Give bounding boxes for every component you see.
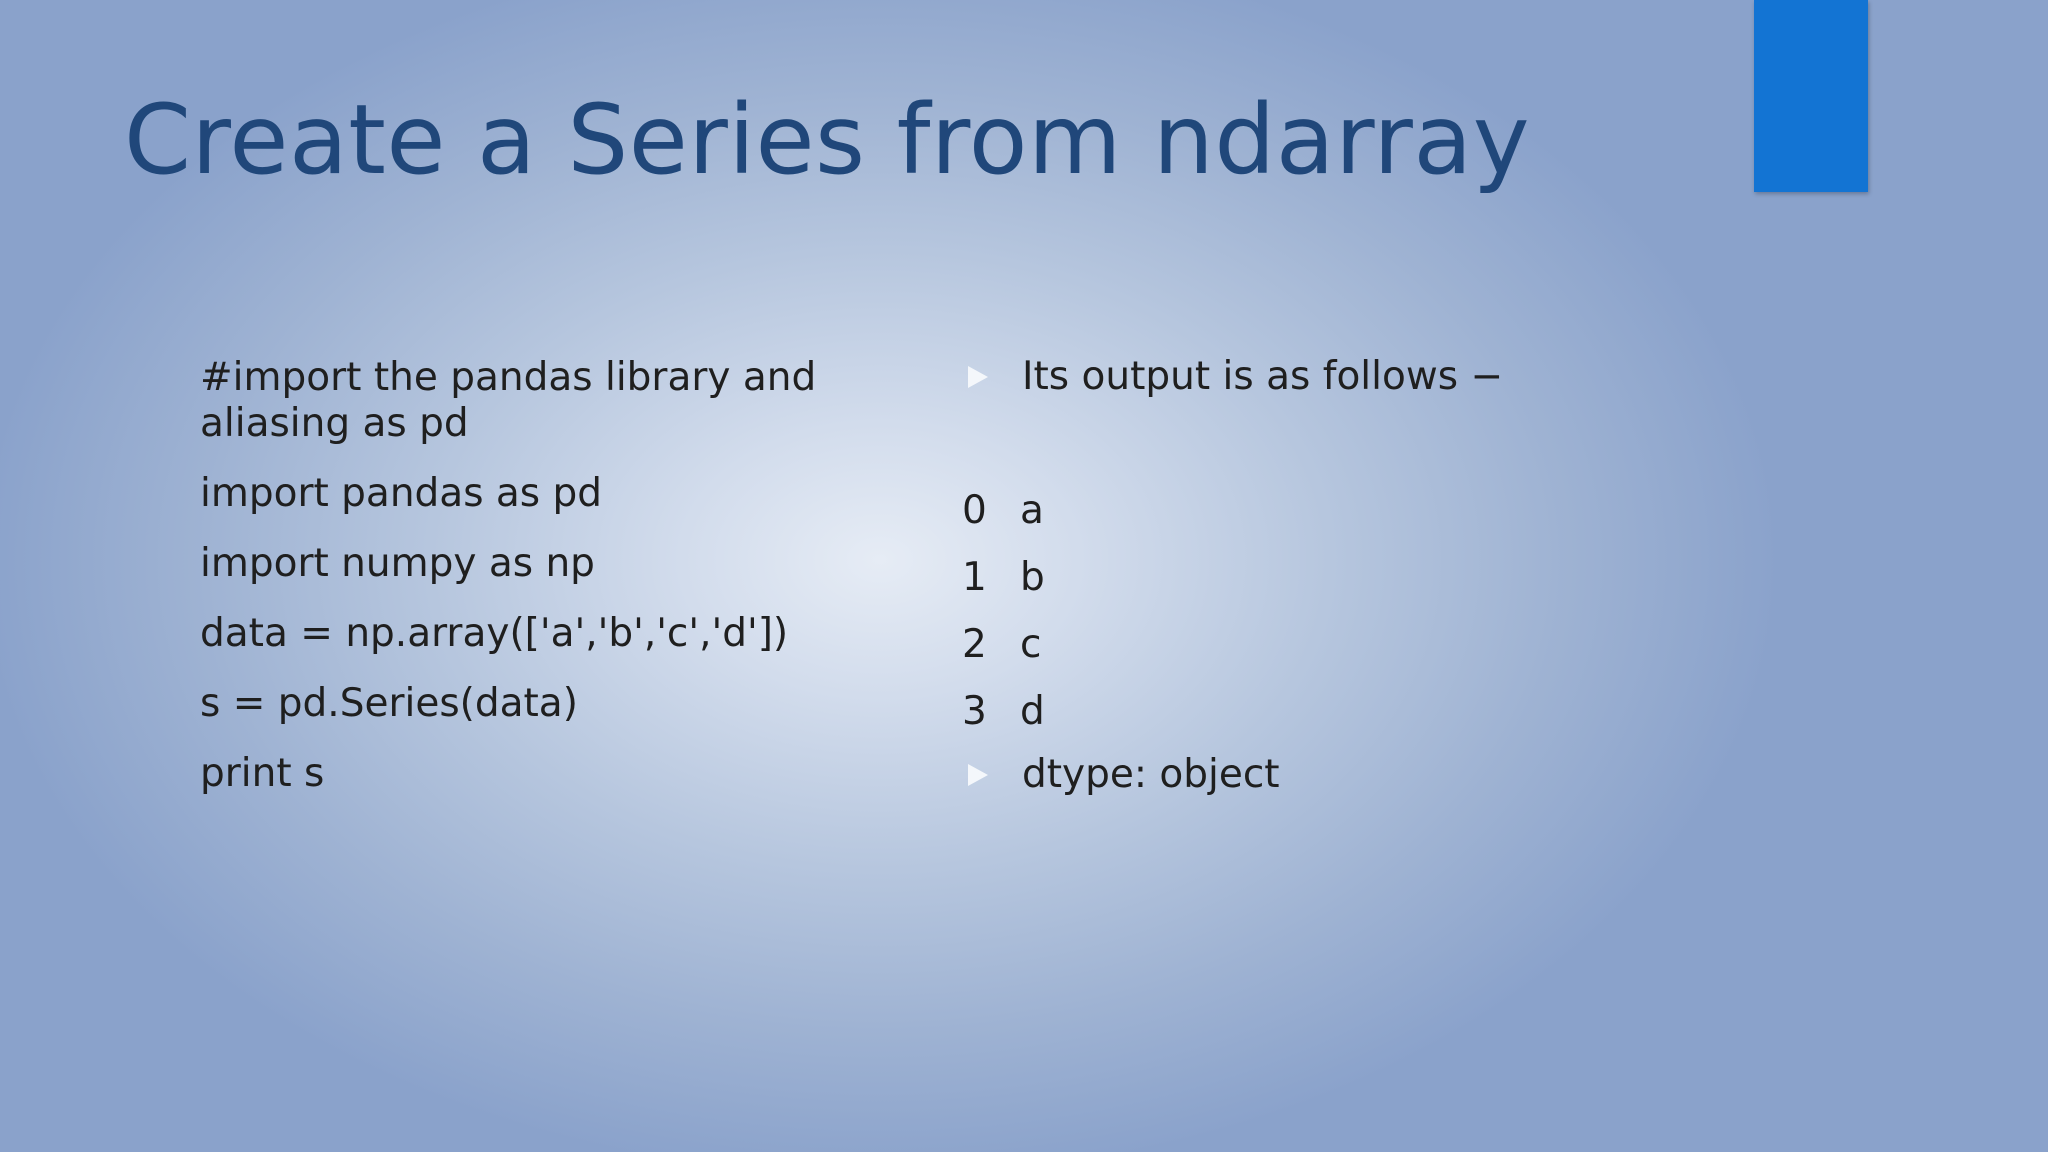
code-line: import numpy as np [200,541,595,586]
output-row-index: 0 [962,488,987,533]
output-row-value: d [1020,689,1045,734]
code-line: import pandas as pd [200,471,603,516]
code-line: data = np.array(['a','b','c','d']) [200,611,789,656]
code-line: print s [200,751,325,796]
dtype-text: dtype: object [1022,752,1280,797]
accent-bar [1754,0,1868,192]
output-row-value: c [1020,622,1042,667]
triangle-bullet-icon [968,764,988,786]
output-row-index: 2 [962,622,987,667]
triangle-bullet-icon [968,366,988,388]
output-block [960,354,1660,798]
slide-title: Create a Series from ndarray [124,84,1530,196]
output-row-value: b [1020,555,1045,600]
output-rows [960,488,1660,735]
output-row-value: a [1020,488,1044,533]
output-row [960,488,1660,534]
output-row-index: 1 [962,555,987,600]
output-row [960,622,1660,668]
output-row-index: 3 [962,689,987,734]
code-block [200,355,840,821]
code-line: s = pd.Series(data) [200,681,578,726]
output-intro-text: Its output is as follows − [1022,354,1504,399]
code-line: #import the pandas library and aliasing as pd [200,355,817,446]
output-row [960,689,1660,735]
dtype-bullet [960,752,1660,798]
output-intro-bullet [960,354,1660,400]
output-row [960,555,1660,601]
